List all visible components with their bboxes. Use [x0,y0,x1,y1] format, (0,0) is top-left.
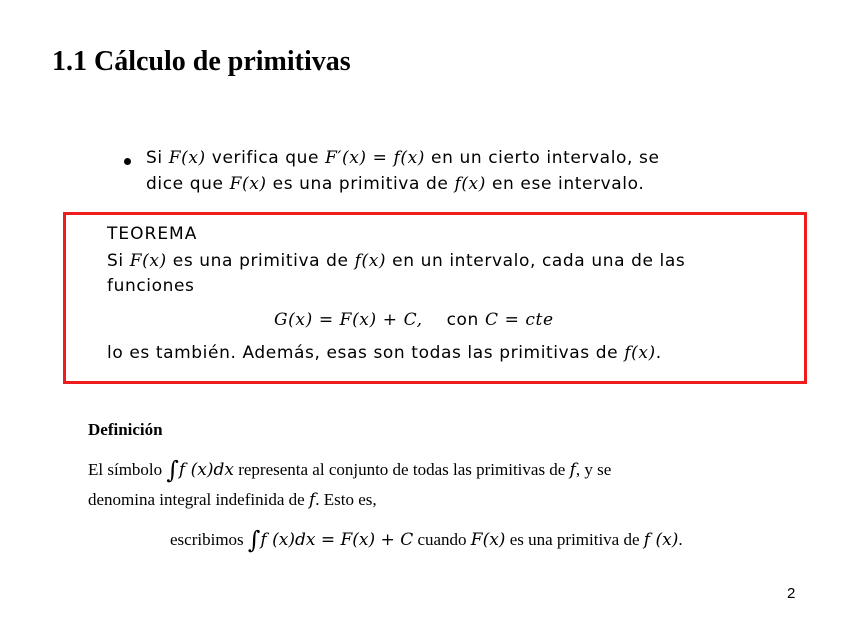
theorem-line-3 [107,343,662,363]
integral-symbol: ∫ [247,526,261,554]
theorem-title: TEOREMA [107,224,198,244]
bullet-line-1 [146,148,660,168]
definition-line-2 [88,490,377,510]
text: es una primitiva de [266,174,455,194]
text: es una primitiva de [166,251,355,271]
math: F(x) [129,251,167,271]
math: F(x) [168,148,206,168]
math: f [569,460,576,480]
text: dice que [146,174,230,194]
theorem-line-1 [107,251,685,271]
text: . [678,530,683,549]
text: en un cierto intervalo, se [425,148,660,168]
definition-title: Definición [88,420,163,439]
text: en ese intervalo. [485,174,645,194]
bullet-line-2 [146,174,644,194]
theorem-line-2: funciones [107,276,195,296]
text: con [446,310,479,330]
math: f(x) [624,343,656,363]
math: f(x) [354,251,387,271]
math: C = cte [484,310,554,330]
theorem-formula [274,310,554,330]
text: Si [146,148,169,168]
text: , y se [575,460,612,479]
text: es una primitiva de [505,530,644,549]
math: F′(x) = f(x) [325,148,426,168]
bullet-icon [124,158,131,165]
text: Si [107,251,130,271]
text: verifica que [205,148,326,168]
page-title: 1.1 Cálculo de primitivas [52,46,351,77]
text: representa al conjunto de todas las primitivas de [233,460,570,479]
definition-line-3 [170,526,683,554]
math: f (x) [643,530,679,550]
definition-line-1 [88,456,611,484]
math: f(x) [454,174,486,194]
text: El símbolo [88,460,167,479]
text: lo es también. Además, esas son todas las primitivas de [107,343,625,363]
text: cuando [413,530,471,549]
math: f (x)dx = F(x) + C [260,530,414,550]
text: . Esto es, [315,490,377,509]
math: F(x) [470,530,506,550]
text: en un intervalo, cada una de las [386,251,686,271]
math: f (x)dx [178,460,234,480]
text: denomina integral indefinida de [88,490,309,509]
text: . [655,343,662,363]
math: G(x) = F(x) + C, [274,310,423,330]
text: escribimos [170,530,248,549]
math: f [308,490,316,510]
integral-symbol: ∫ [166,456,179,484]
math: F(x) [229,174,267,194]
page-number: 2 [787,585,796,602]
